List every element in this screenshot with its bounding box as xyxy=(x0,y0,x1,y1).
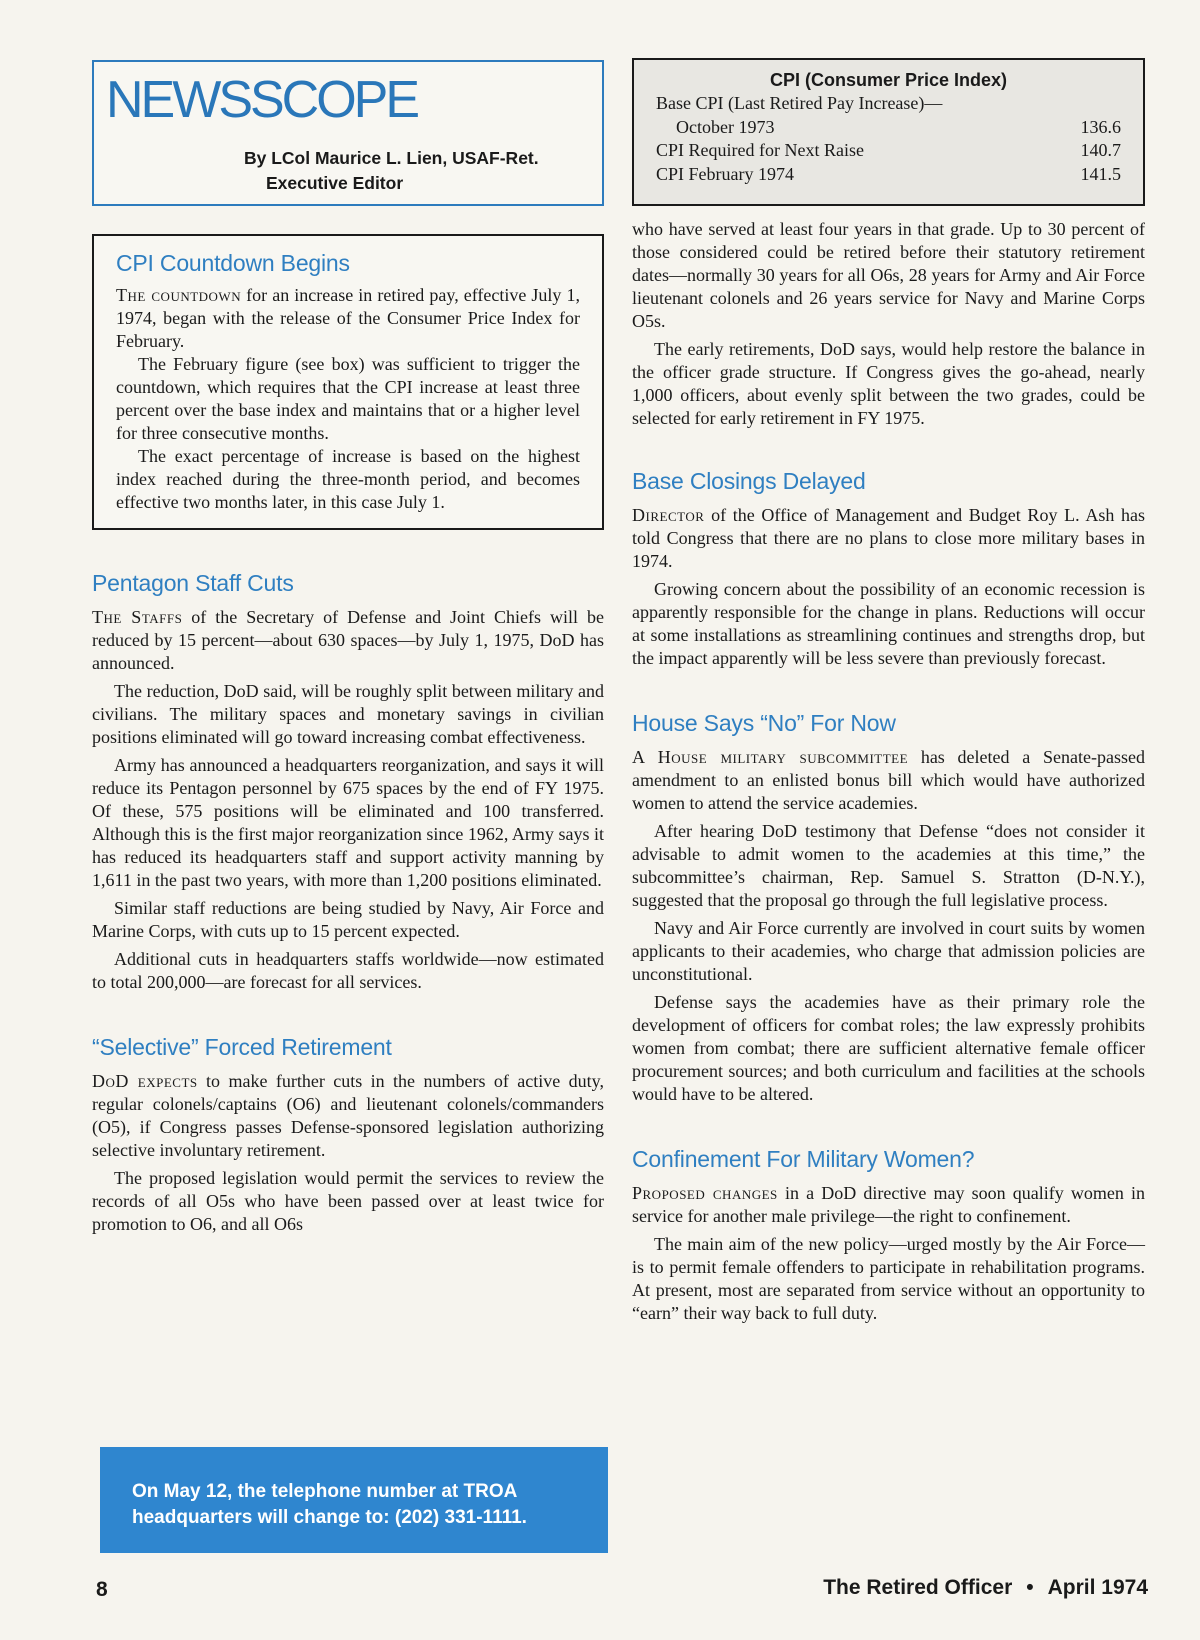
byline xyxy=(244,146,539,196)
pentagon-heading: Pentagon Staff Cuts xyxy=(92,570,294,596)
house-paragraph: After hearing DoD testimony that Defense “does not consider it advisable to admit women to the academies at this time,” the subcommittee’s chairman, Rep. Samuel S. Stratton (D-N.Y.), suggested that the proposal go through the full legislative process. xyxy=(632,821,1145,910)
pentagon-paragraph: Similar staff reductions are being studied by Navy, Air Force and Marine Corps, with cuts up to 15 percent expected. xyxy=(92,898,604,941)
house-paragraph: Defense says the academies have as their primary role the development of officers for combat roles; the law expressly prohibits women from combat; there are sufficient alternative female officer procurement sources; and both curriculum and facilities at the schools would have to be altered. xyxy=(632,992,1145,1104)
right-column xyxy=(632,58,1145,1325)
cpi-countdown-paragraph: The exact percentage of increase is based on the highest index reached during the three-month period, and becomes effective two months later, in this case July 1. xyxy=(116,446,580,512)
base-closings-section xyxy=(632,468,1145,670)
phone-change-notice: On May 12, the telephone number at TROA headquarters will change to: (202) 331-1111. xyxy=(100,1447,608,1553)
footer-separator: • xyxy=(1026,1576,1034,1599)
selective-paragraph: The early retirements, DoD says, would help restore the balance in the officer grade structure. If Congress gives the go-ahead, nearly 1,000 officers, about evenly split between the two grades, could be selected for early retirement in FY 1975. xyxy=(632,339,1145,428)
cpi-row: October 1973 136.6 xyxy=(676,116,1121,137)
pentagon-paragraph: The reduction, DoD said, will be roughly split between military and civilians. The military spaces and monetary savings in civilian positions eliminated will go toward increasing combat effectiveness. xyxy=(92,681,604,747)
selective-section xyxy=(92,1034,604,1236)
masthead xyxy=(92,60,604,206)
cpi-countdown-box xyxy=(92,234,604,530)
issue-date: April 1974 xyxy=(1047,1576,1148,1599)
cpi-countdown-paragraph: The countdown for an increase in retired pay, effective July 1, 1974, began with the release of the Consumer Price Index for February. xyxy=(116,285,580,351)
cpi-table-box xyxy=(632,58,1145,206)
page-number: 8 xyxy=(96,1578,108,1601)
selective-continued xyxy=(632,218,1145,430)
cpi-row: CPI February 1974 141.5 xyxy=(656,163,1121,184)
cpi-row: Base CPI (Last Retired Pay Increase)— xyxy=(656,93,943,113)
publication-name: The Retired Officer xyxy=(823,1576,1013,1599)
pentagon-section xyxy=(92,570,604,994)
confinement-section xyxy=(632,1146,1145,1325)
pentagon-paragraph: Additional cuts in headquarters staffs worldwide—now estimated to total 200,000—are forecast for all services. xyxy=(92,949,604,992)
cpi-countdown-heading: CPI Countdown Begins xyxy=(116,250,350,276)
confinement-paragraph: The main aim of the new policy—urged mostly by the Air Force—is to permit female offenders to participate in rehabilitation programs. At present, most are separated from service without an opportunity to “earn” their way back to full duty. xyxy=(632,1234,1145,1323)
selective-paragraph: who have served at least four years in that grade. Up to 30 percent of those considered could be retired before their statutory retirement dates—normally 30 years for all O6s, 28 years for Army and Air Force lieutenant colonels and 26 years service for Navy and Marine Corps O5s. xyxy=(632,219,1145,331)
house-paragraph: Navy and Air Force currently are involved in court suits by women applicants to their academies, who charge that admission policies are unconstitutional. xyxy=(632,918,1145,984)
confinement-paragraph: Proposed changes in a DoD directive may soon qualify women in service for another male privilege—the right to confinement. xyxy=(632,1183,1145,1226)
cpi-table-title: CPI (Consumer Price Index) xyxy=(769,70,1008,90)
selective-paragraph: DoD expects to make further cuts in the numbers of active duty, regular colonels/captains (O6) and lieutenant colonels/commanders (O5), if Congress passes Defense-sponsored legislation authorizing selective involuntary retirement. xyxy=(92,1071,604,1160)
byline-role: Executive Editor xyxy=(266,173,404,193)
base-closings-heading: Base Closings Delayed xyxy=(632,468,866,494)
confinement-heading: Confinement For Military Women? xyxy=(632,1146,975,1172)
pentagon-paragraph: The Staffs of the Secretary of Defense and Joint Chiefs will be reduced by 15 percent—about 630 spaces—by July 1, 1975, DoD has announced. xyxy=(92,607,604,673)
cpi-countdown-paragraph: The February figure (see box) was sufficient to trigger the countdown, which requires that the CPI increase at least three percent over the base index and maintains that or a higher level for three consecutive months. xyxy=(116,354,580,443)
house-heading: House Says “No” For Now xyxy=(632,710,896,736)
pentagon-paragraph: Army has announced a headquarters reorganization, and says it will reduce its Pentagon personnel by 675 spaces by the end of FY 1975. Of these, 575 positions will be eliminated and 100 transferred. Although this is the first major reorganization since 1962, Army says it has reduced its headquarters staff and support activity manning by 1,611 in the past two years, with more than 1,200 positions eliminated. xyxy=(92,755,604,890)
newsscope-logo: NEWSSCOPE xyxy=(106,71,418,129)
base-closings-paragraph: Director of the Office of Management and Budget Roy L. Ash has told Congress that there are no plans to close more military bases in 1974. xyxy=(632,505,1145,571)
selective-heading: “Selective” Forced Retirement xyxy=(92,1034,392,1060)
house-paragraph: A House military subcommittee has deleted a Senate-passed amendment to an enlisted bonus bill which would have authorized women to attend the service academies. xyxy=(632,747,1145,813)
footer-title xyxy=(823,1576,1148,1600)
cpi-row: CPI Required for Next Raise 140.7 xyxy=(656,140,1121,160)
byline-author: By LCol Maurice L. Lien, USAF-Ret. xyxy=(244,148,539,168)
base-closings-paragraph: Growing concern about the possibility of an economic recession is apparently responsible for the change in plans. Reductions will occur at some installations as streamlining continues and strengths drop, but the impact apparently will be less severe than previously forecast. xyxy=(632,579,1145,668)
selective-paragraph: The proposed legislation would permit the services to review the records of all O5s who have been passed over at least twice for promotion to O6, and all O6s xyxy=(92,1168,604,1234)
house-section xyxy=(632,710,1145,1106)
left-column xyxy=(92,60,604,1236)
